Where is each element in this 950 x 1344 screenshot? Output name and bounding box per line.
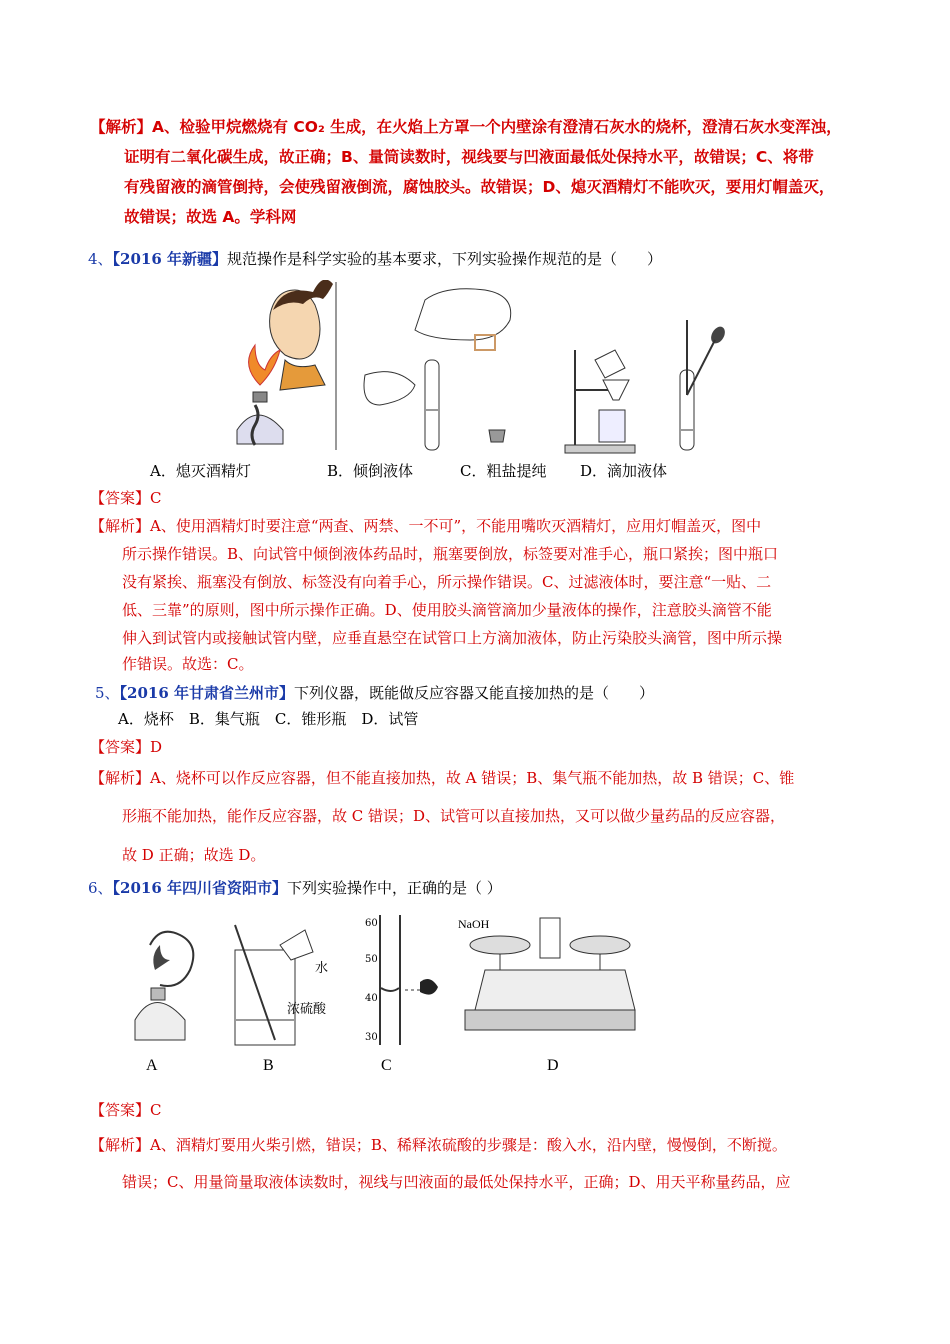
q4-option-a: A．熄灭酒精灯 bbox=[150, 462, 251, 480]
q4-explanation-line-1: 【解析】A、使用酒精灯时要注意“两查、两禁、一不可”，不能用嘴吹灭酒精灯，应用灯帽盖灭，图中 bbox=[90, 517, 762, 535]
q6-stem: 下列实验操作中，正确的是（ ） bbox=[287, 879, 502, 897]
q4-explanation-line-3: 没有紧挨、瓶塞没有倒放、标签没有向着手心，所示操作错误。C、过滤液体时，要注意“一贴、二 bbox=[122, 573, 772, 591]
q6-explanation-line-2: 错误；C、用量筒量取液体读数时，视线与凹液面的最低处保持水平，正确；D、用天平称量药品，应 bbox=[122, 1173, 791, 1191]
q4-stem: 规范操作是科学实验的基本要求，下列实验操作规范的是（ ） bbox=[227, 250, 663, 268]
q4-explanation-line-5: 伸入到试管内或接触试管内壁，应垂直悬空在试管口上方滴加液体，防止污染胶头滴管，图中所示操 bbox=[122, 629, 783, 647]
q6-stem-row bbox=[88, 878, 502, 898]
q6-figure-c-tick-30: 30 bbox=[365, 1032, 378, 1043]
q6-figure-b-acid-label: 浓硫酸 bbox=[287, 1001, 327, 1016]
q5-source: 【2016 年甘肃省兰州市】 bbox=[119, 684, 295, 702]
q5-explanation-line-1: 【解析】A、烧杯可以作反应容器，但不能直接加热，故 A 错误；B、集气瓶不能加热，故 B 错误；C、锥 bbox=[90, 769, 795, 787]
q4-source: 【2016 年新疆】 bbox=[112, 250, 228, 268]
q4-number: 4、 bbox=[88, 250, 113, 268]
q6-figure-d bbox=[458, 917, 635, 1030]
q4-option-b: B．倾倒液体 bbox=[327, 462, 414, 480]
q3-explanation-line-1: 【解析】A、检验甲烷燃烧有 CO₂ 生成，在火焰上方罩一个内壁涂有澄清石灰水的烧杯，澄清石灰水变浑浊， bbox=[90, 118, 842, 136]
q6-figure-d-naoh-label: NaOH bbox=[458, 917, 490, 931]
q5-number: 5、 bbox=[95, 684, 120, 702]
q6-figure-c-tick-50: 50 bbox=[365, 954, 378, 965]
q4-figure-c-filtration bbox=[565, 350, 635, 453]
q6-figure-b-water-label: 水 bbox=[315, 960, 329, 975]
q5-explanation-line-2: 形瓶不能加热，能作反应容器，故 C 错误；D、试管可以直接加热，又可以做少量药品的反应容器， bbox=[122, 807, 786, 825]
q4-explanation-line-2: 所示操作错误。B、向试管中倾倒液体药品时，瓶塞要倒放，标签要对准手心，瓶口紧挨；图中瓶口 bbox=[122, 545, 779, 563]
q6-figure-c-tick-60: 60 bbox=[365, 918, 378, 929]
q5-options: A．烧杯 B．集气瓶 C．锥形瓶 D．试管 bbox=[118, 710, 419, 728]
q4-explanation-line-6: 作错误。故选：C。 bbox=[122, 655, 254, 673]
q6-answer: 【答案】C bbox=[90, 1101, 162, 1119]
q4-stem-row bbox=[88, 249, 662, 269]
q5-stem-row bbox=[95, 683, 654, 703]
q6-label-c: C bbox=[381, 1057, 392, 1074]
q6-figure-c bbox=[365, 915, 438, 1045]
q5-explanation-line-3: 故 D 正确；故选 D。 bbox=[122, 846, 266, 864]
q6-figure bbox=[115, 910, 685, 1080]
q6-label-b: B bbox=[263, 1057, 274, 1074]
q4-figure-b-pouring bbox=[364, 289, 511, 450]
q4-answer: 【答案】C bbox=[90, 489, 162, 507]
q3-explanation-line-2: 证明有二氧化碳生成，故正确；B、量筒读数时，视线要与凹液面最低处保持水平，故错误；C、将带 bbox=[124, 148, 814, 166]
q6-figure-a bbox=[135, 932, 193, 1040]
q6-label-a: A bbox=[146, 1057, 158, 1074]
q5-answer: 【答案】D bbox=[90, 738, 163, 756]
q4-explanation-line-4: 低、三靠”的原则，图中所示操作正确。D、使用胶头滴管滴加少量液体的操作，注意胶头滴管不能 bbox=[122, 601, 772, 619]
q6-figure-c-tick-40: 40 bbox=[365, 993, 378, 1004]
q4-figure-d-dropper bbox=[680, 320, 728, 450]
q6-number: 6、 bbox=[88, 879, 113, 897]
q4-figure-a-blow-lamp bbox=[237, 280, 333, 445]
q4-option-c: C．粗盐提纯 bbox=[460, 462, 547, 480]
q5-stem: 下列仪器，既能做反应容器又能直接加热的是（ ） bbox=[294, 684, 655, 702]
q3-explanation-line-3: 有残留液的滴管倒持，会使残留液倒流，腐蚀胶头。故错误；D、熄灭酒精灯不能吹灭，要用灯帽盖灭， bbox=[124, 178, 835, 196]
q6-label-d: D bbox=[547, 1057, 559, 1074]
q4-option-d: D．滴加液体 bbox=[580, 462, 668, 480]
q3-explanation-line-4: 故错误；故选 A。学科网 bbox=[124, 208, 297, 226]
q6-source: 【2016 年四川省资阳市】 bbox=[112, 879, 288, 897]
q6-explanation-line-1: 【解析】A、酒精灯要用火柴引燃，错误；B、稀释浓硫酸的步骤是：酸入水，沿内壁，慢慢倒，不断搅。 bbox=[90, 1136, 787, 1154]
q4-figure bbox=[225, 280, 735, 460]
q6-figure-b bbox=[235, 925, 328, 1045]
